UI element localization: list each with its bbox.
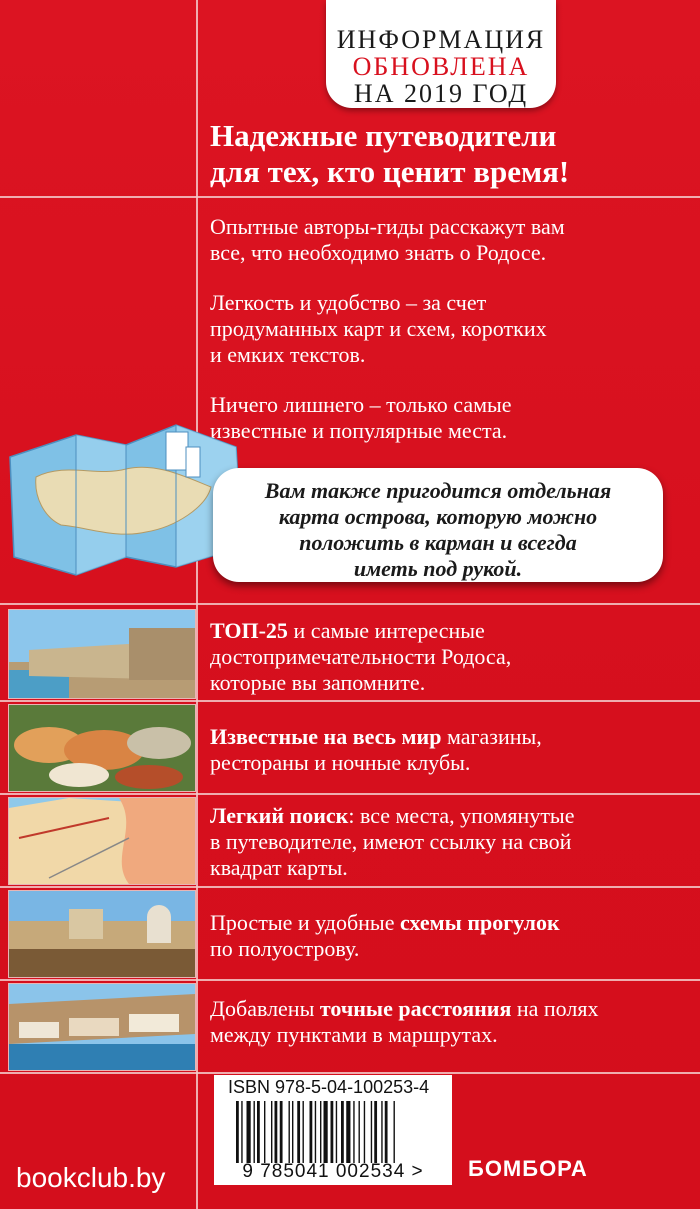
- fortress-photo: [8, 609, 196, 699]
- intro-1-line-1: Опытные авторы-гиды расскажут вам: [210, 214, 565, 239]
- intro-paragraph-1: [210, 214, 690, 266]
- callout-line-3: положить в карман и всегда: [299, 530, 577, 555]
- headline: [210, 118, 690, 190]
- feature-5-rest: на полях: [511, 996, 599, 1021]
- headline-line-1: Надежные путеводители: [210, 118, 557, 153]
- feature-4-bold: схемы прогулок: [399, 910, 560, 935]
- feature-walking-routes: [210, 910, 690, 962]
- feature-5-line-2: между пунктами в маршрутах.: [210, 1022, 498, 1047]
- feature-3-line-3: квадрат карты.: [210, 855, 348, 880]
- isbn-code: ISBN 978-5-04-100253-4: [228, 1077, 430, 1097]
- intro-2-line-1: Легкость и удобство – за счет: [210, 290, 487, 315]
- feature-3-bold: Легкий поиск: [210, 803, 349, 828]
- feature-2-rest: магазины,: [441, 724, 542, 749]
- feature-4-line-1: [210, 910, 690, 936]
- feature-4-pre: Простые и удобные: [210, 910, 400, 935]
- isbn-barcode-box: [214, 1075, 452, 1185]
- feature-5-pre: Добавлены: [210, 996, 320, 1021]
- divider-headline: [0, 196, 700, 198]
- feature-1-rest: и самые интересные: [287, 618, 485, 643]
- feature-1-line-3: которые вы запомните.: [210, 670, 426, 695]
- site-watermark: bookclub.by: [16, 1162, 166, 1193]
- feature-5-line-1: [210, 996, 690, 1022]
- callout-line-4: иметь под рукой.: [353, 556, 523, 581]
- intro-2-line-3: и емких текстов.: [210, 342, 366, 367]
- feature-4-line-2: по полуострову.: [210, 936, 360, 961]
- intro-paragraph-2: [210, 290, 690, 368]
- feature-easy-search: [210, 803, 690, 881]
- divider-features: [0, 603, 700, 605]
- badge-line-3: НА 2019 ГОД: [353, 79, 529, 108]
- feature-2-bold: Известные на весь мир: [210, 724, 442, 749]
- callout-line-2: карта острова, которую можно: [278, 504, 598, 529]
- feature-1-bold: ТОП-25: [210, 618, 288, 643]
- town-square-photo: [8, 890, 196, 978]
- intro-3-line-1: Ничего лишнего – только самые: [210, 392, 512, 417]
- feature-top25: [210, 618, 690, 696]
- feature-3-line-1: [210, 803, 690, 829]
- badge-line-2: ОБНОВЛЕНА: [352, 52, 530, 81]
- intro-2-line-2: продуманных карт и схем, коротких: [210, 316, 547, 341]
- publisher-logo: БОМБОРА: [468, 1156, 588, 1181]
- map-detail-photo: [8, 797, 196, 885]
- intro-3-line-2: известные и популярные места.: [210, 418, 508, 443]
- intro-1-line-2: все, что необходимо знать о Родосе.: [210, 240, 547, 265]
- feature-2-line-2: рестораны и ночные клубы.: [210, 750, 471, 775]
- callout-line-1: Вам также пригодится отдельная: [264, 478, 612, 503]
- feature-distances: [210, 996, 690, 1048]
- feature-3-rest: : все места, упомянутые: [348, 803, 575, 828]
- feature-1-line-2: достопримечательности Родоса,: [210, 644, 512, 669]
- divider-1: [0, 700, 700, 702]
- headline-line-2: для тех, кто ценит время!: [210, 154, 570, 189]
- divider-5: [0, 1072, 700, 1074]
- divider-3: [0, 886, 700, 888]
- feature-3-line-2: в путеводителе, имеют ссылку на свой: [210, 829, 572, 854]
- barcode-icon: [236, 1101, 442, 1163]
- folded-map-image: [6, 407, 246, 577]
- intro-paragraph-3: [210, 392, 690, 444]
- feature-world-famous: [210, 724, 690, 776]
- divider-4: [0, 979, 700, 981]
- feature-5-bold: точные расстояния: [319, 996, 512, 1021]
- badge-line-1: ИНФОРМАЦИЯ: [336, 25, 546, 54]
- divider-2: [0, 793, 700, 795]
- isbn-digits: 9 785041 002534 >: [242, 1161, 424, 1182]
- seafood-photo: [8, 704, 196, 792]
- feature-1-line-1: [210, 618, 690, 644]
- update-badge: [326, 0, 556, 108]
- harbor-photo: [8, 983, 196, 1071]
- feature-2-line-1: [210, 724, 690, 750]
- map-callout: [213, 468, 663, 582]
